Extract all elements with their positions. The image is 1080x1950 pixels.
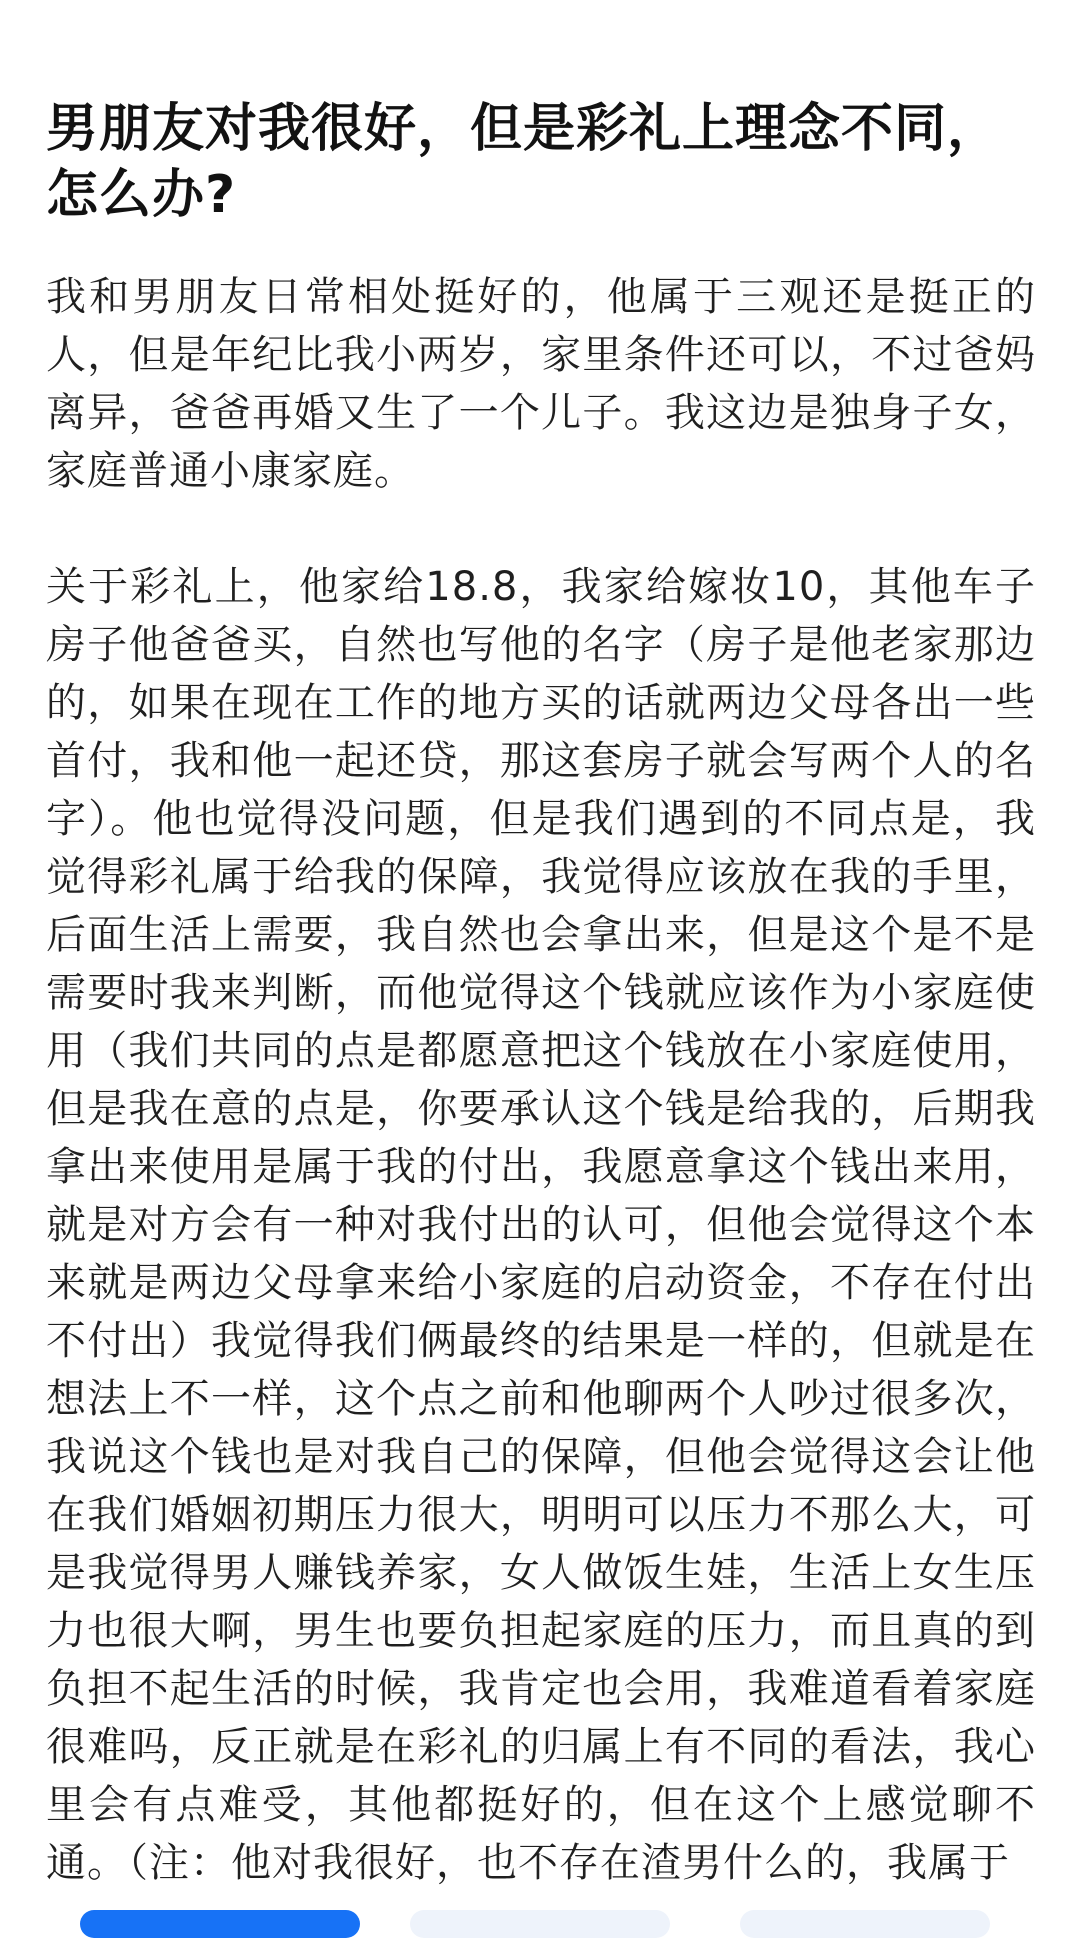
question-article — [46, 96, 1036, 1950]
primary-action-button[interactable] — [80, 1910, 360, 1938]
question-title: 男朋友对我很好，但是彩礼上理念不同，怎么办? — [46, 99, 1001, 225]
bottom-action-bar — [0, 1888, 1080, 1924]
question-body — [46, 268, 1036, 1892]
body-paragraph-1: 我和男朋友日常相处挺好的，他属于三观还是挺正的人，但是年纪比我小两岁，家里条件还可以，不过爸妈离异，爸爸再婚又生了一个儿子。我这边是独身子女，家庭普通小康家庭。 — [46, 274, 1036, 494]
body-paragraph-2: 关于彩礼上，他家给18.8，我家给嫁妆10，其他车子房子他爸爸买，自然也写他的名字（房子是他老家那边的，如果在现在工作的地方买的话就两边父母各出一些首付，我和他一起还贷，那这套房子就会写两个人的名字）。他也觉得没问题，但是我们遇到的不同点是，我觉得彩礼属于给我的保障，我觉得应该放在我的手里，后面生活上需要，我自然也会拿出来，但是这个是不是需要时我来判断，而他觉得这个钱就应该作为小家庭使用（我们共同的点是都愿意把这个钱放在小家庭使用，但是我在意的点是，你要承认这个钱是给我的，后期我拿出来使用是属于我的付出，我愿意拿这个钱出来用，就是对方会有一种对我付出的认可，但他会觉得这个本来就是两边父母拿来给小家庭的启动资金，不存在付出不付出）我觉得我们俩最终的结果是一样的，但就是在想法上不一样，这个点之前和他聊两个人吵过很多次，我说这个钱也是对我自己的保障，但他会觉得这会让他在我们婚姻初期压力很大，明明可以压力不那么大，可是我觉得男人赚钱养家，女人做饭生娃，生活上女生压力也很大啊，男生也要负担起家庭的压力，而且真的到负担不起生活的时候，我肯定也会用，我难道看着家庭很难吗，反正就是在彩礼的归属上有不同的看法，我心里会有点难受，其他都挺好的，但在这个上感觉聊不通。（注：他对我很好，也不存在渣男什么的，我属于 — [46, 564, 1036, 1886]
tertiary-action-button[interactable] — [740, 1910, 990, 1938]
secondary-action-button[interactable] — [410, 1910, 670, 1938]
